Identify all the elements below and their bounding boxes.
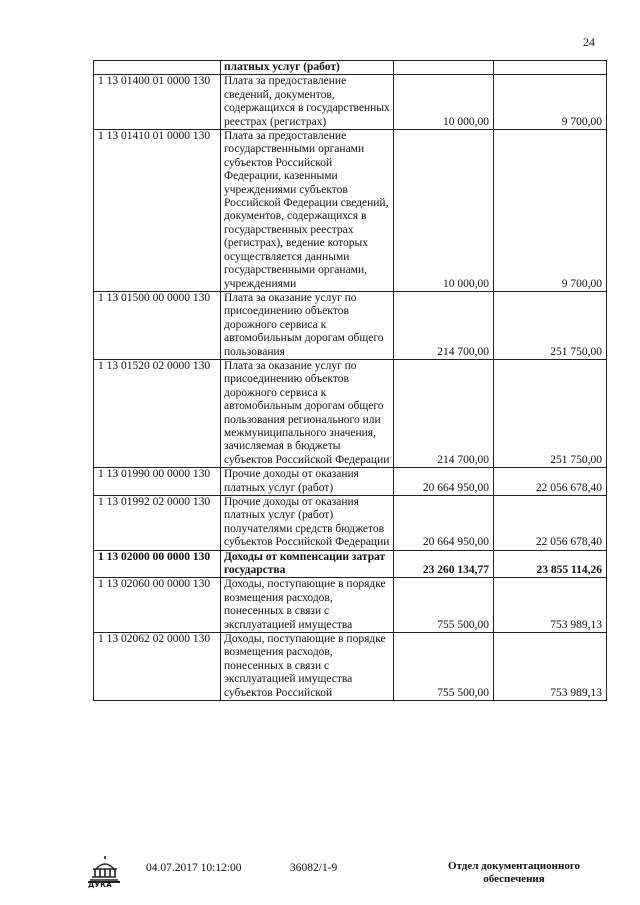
value-2017-cell: 755 500,00 [394, 633, 494, 701]
value-2018-cell: 23 855 114,26 [494, 550, 607, 578]
value-2018-cell: 753 989,13 [494, 633, 607, 701]
value-2017-cell: 20 664 950,00 [394, 496, 494, 551]
value-2018-cell: 753 989,13 [494, 578, 607, 633]
name-cell: Прочие доходы от оказания платных услуг (работ) получателями средств бюджетов субъектов Российской Федерации [221, 496, 394, 551]
department-stamp [438, 860, 590, 886]
document-number: 36082/1-9 [290, 862, 338, 874]
value-2017-cell: 10 000,00 [394, 75, 494, 130]
table-row [94, 496, 607, 551]
page-footer [0, 855, 640, 895]
name-cell: Плата за оказание услуг по присоединению объектов дорожного сервиса к автомобильным дорогам общего пользования регионального или межмуниципального значения, зачисляемая в бюджеты субъектов Российской Федерации [221, 359, 394, 467]
table-row [94, 578, 607, 633]
department-line-2: обеспечения [483, 873, 545, 885]
table-row [94, 75, 607, 130]
code-cell: 1 13 02060 00 0000 130 [94, 578, 221, 633]
name-cell: платных услуг (работ) [221, 61, 394, 75]
code-cell: 1 13 01400 01 0000 130 [94, 75, 221, 130]
value-2017-cell: 214 700,00 [394, 291, 494, 359]
revenue-table-body [94, 61, 607, 701]
print-timestamp: 04.07.2017 10:12:00 [146, 862, 242, 874]
name-cell: Плата за оказание услуг по присоединению объектов дорожного сервиса к автомобильным дорогам общего пользования [221, 291, 394, 359]
logo-text: ДУКА [88, 881, 112, 889]
code-cell: 1 13 01520 02 0000 130 [94, 359, 221, 467]
name-cell: Доходы от компенсации затрат государства [221, 550, 394, 578]
value-2017-cell: 214 700,00 [394, 359, 494, 467]
value-2017-cell [394, 61, 494, 75]
code-cell: 1 13 01992 02 0000 130 [94, 496, 221, 551]
value-2018-cell [494, 61, 607, 75]
table-row [94, 550, 607, 578]
value-2018-cell: 9 700,00 [494, 130, 607, 292]
table-row [94, 633, 607, 701]
code-cell [94, 61, 221, 75]
table-row [94, 61, 607, 75]
value-2018-cell: 251 750,00 [494, 291, 607, 359]
value-2018-cell: 251 750,00 [494, 359, 607, 467]
code-cell: 1 13 01410 01 0000 130 [94, 130, 221, 292]
name-cell: Доходы, поступающие в порядке возмещения расходов, понесенных в связи с эксплуатацией имущества субъектов Российской [221, 633, 394, 701]
table-row [94, 291, 607, 359]
value-2018-cell: 9 700,00 [494, 75, 607, 130]
name-cell: Плата за предоставление сведений, документов, содержащихся в государственных реестрах (регистрах) [221, 75, 394, 130]
code-cell: 1 13 01990 00 0000 130 [94, 468, 221, 496]
department-line-1: Отдел документационного [447, 860, 581, 872]
code-cell: 1 13 02000 00 0000 130 [94, 550, 221, 578]
code-cell: 1 13 02062 02 0000 130 [94, 633, 221, 701]
value-2018-cell: 22 056 678,40 [494, 468, 607, 496]
value-2017-cell: 10 000,00 [394, 130, 494, 292]
table-row [94, 359, 607, 467]
value-2017-cell: 23 260 134,77 [394, 550, 494, 578]
name-cell: Доходы, поступающие в порядке возмещения расходов, понесенных в связи с эксплуатацией имущества [221, 578, 394, 633]
page-number: 24 [583, 35, 595, 49]
table-row [94, 130, 607, 292]
value-2018-cell: 22 056 678,40 [494, 496, 607, 551]
value-2017-cell: 20 664 950,00 [394, 468, 494, 496]
revenue-table [93, 60, 607, 701]
name-cell: Прочие доходы от оказания платных услуг (работ) [221, 468, 394, 496]
name-cell: Плата за предоставление государственными органами субъектов Российской Федерации, казенными учреждениями субъектов Российской Федерации сведений, документов, содержащихся в государственных реестрах (регистрах), ведение которых осуществляется данными государственными органами, учреждениями [221, 130, 394, 292]
value-2017-cell: 755 500,00 [394, 578, 494, 633]
table-row [94, 468, 607, 496]
code-cell: 1 13 01500 00 0000 130 [94, 291, 221, 359]
